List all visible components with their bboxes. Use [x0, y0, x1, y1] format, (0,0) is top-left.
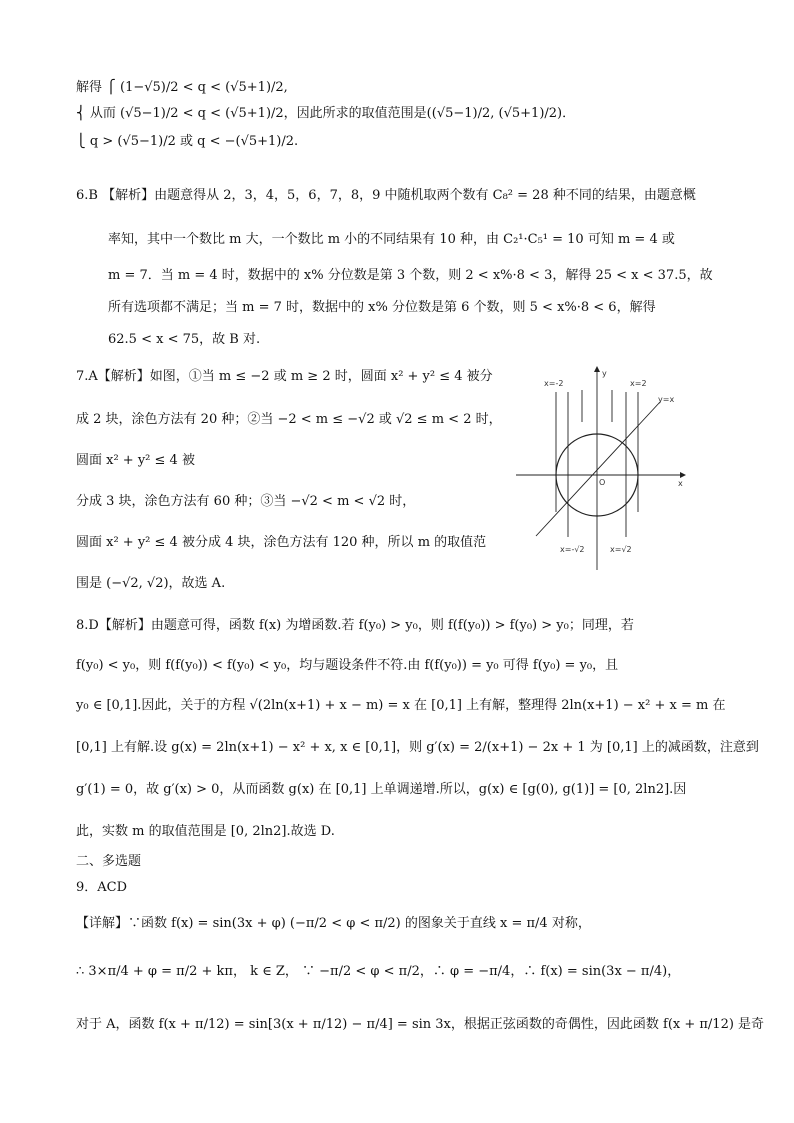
text-line: ⎨ 从而 (√5−1)/2 < q < (√5+1)/2，因此所求的取值范围是((√5−1)/2, (√5+1)/2)．	[76, 106, 576, 121]
text-line: 解得 ⎧ (1−√5)/2 < q < (√5+1)/2,	[76, 80, 288, 95]
text-line: y₀ ∈ [0,1].因此，关于的方程 √(2ln(x+1) + x − m) = x 在 [0,1] 上有解，整理得 2ln(x+1) − x² + x = m 在	[76, 698, 726, 713]
text-line: ∴ 3×π/4 + φ = π/2 + kπ， k ∈ Z， ∵ −π/2 < φ < π/2，∴ φ = −π/4，∴ f(x) = sin(3x − π/4)，	[76, 964, 681, 979]
text-line: 围是 (−√2, √2)，故选 A.	[76, 576, 226, 591]
label-y-axis: y	[602, 369, 607, 378]
label-x-neg-sqrt2: x=-√2	[560, 545, 585, 554]
label-x-pos-sqrt2: x=√2	[610, 545, 632, 554]
text-line: [0,1] 上有解.设 g(x) = 2ln(x+1) − x² + x, x ∈ [0,1]，则 g′(x) = 2/(x+1) − 2x + 1 为 [0,1] 上的减函数，注意到	[76, 740, 759, 755]
text-line: 所有选项都不满足；当 m = 7 时，数据中的 x% 分位数是第 6 个数，则 5 < x%·8 < 6，解得	[108, 300, 656, 315]
text-line: 7.A【解析】如图，①当 m ≤ −2 或 m ≥ 2 时，圆面 x² + y² ≤ 4 被分	[76, 369, 493, 384]
text-line: m = 7．当 m = 4 时，数据中的 x% 分位数是第 3 个数，则 2 < x%·8 < 3，解得 25 < x < 37.5，故	[108, 268, 713, 283]
label-x-axis: x	[678, 479, 683, 488]
label-x-neg2: x=-2	[544, 379, 564, 388]
x-axis-arrow	[680, 472, 686, 478]
text-line: 62.5 < x < 75，故 B 对.	[108, 332, 261, 347]
text-line: 分成 3 块，涂色方法有 60 种；③当 −√2 < m < √2 时，	[76, 494, 416, 509]
text-line: 对于 A，函数 f(x + π/12) = sin[3(x + π/12) − π/4] = sin 3x，根据正弦函数的奇偶性，因此函数 f(x + π/12) 是奇	[76, 1017, 765, 1032]
text-line: 成 2 块，涂色方法有 20 种；②当 −2 < m ≤ −√2 或 √2 ≤ m < 2 时，	[76, 412, 502, 427]
text-line: 圆面 x² + y² ≤ 4 被	[76, 453, 195, 468]
text-line: g′(1) = 0，故 g′(x) > 0，从而函数 g(x) 在 [0,1] 上单调递增.所以，g(x) ∈ [g(0), g(1)] = [0, 2ln2].因	[76, 782, 687, 797]
y-axis-arrow	[594, 366, 600, 372]
label-x-pos2: x=2	[630, 379, 647, 388]
text-line: ⎩ q > (√5−1)/2 或 q < −(√5+1)/2.	[76, 134, 299, 149]
label-origin: O	[599, 478, 606, 487]
text-line: 此，实数 m 的取值范围是 [0, 2ln2].故选 D.	[76, 824, 335, 839]
text-line: 8.D【解析】由题意可得，函数 f(x) 为增函数.若 f(y₀) > y₀，则 f(f(y₀)) > f(y₀) > y₀；同理，若	[76, 618, 634, 633]
text-line: 9．ACD	[76, 880, 128, 895]
text-line: 率知，其中一个数比 m 大，一个数比 m 小的不同结果有 10 种，由 C₂¹·C₅¹ = 10 可知 m = 4 或	[108, 232, 675, 247]
text-line: 【详解】∵函数 f(x) = sin(3x + φ) (−π/2 < φ < π/2) 的图象关于直线 x = π/4 对称，	[76, 916, 591, 931]
text-line: 6.B 【解析】由题意得从 2，3，4，5，6，7，8，9 中随机取两个数有 C₈² = 28 种不同的结果，由题意概	[76, 188, 696, 203]
text-line: 二、多选题	[76, 854, 142, 869]
circle-figure	[510, 362, 692, 580]
text-line: f(y₀) < y₀，则 f(f(y₀)) < f(y₀) < y₀，均与题设条件不符.由 f(f(y₀)) = y₀ 可得 f(y₀) = y₀，且	[76, 658, 619, 673]
label-y-eq-x: y=x	[658, 395, 675, 404]
text-line: 圆面 x² + y² ≤ 4 被分成 4 块，涂色方法有 120 种，所以 m 的取值范	[76, 535, 487, 550]
